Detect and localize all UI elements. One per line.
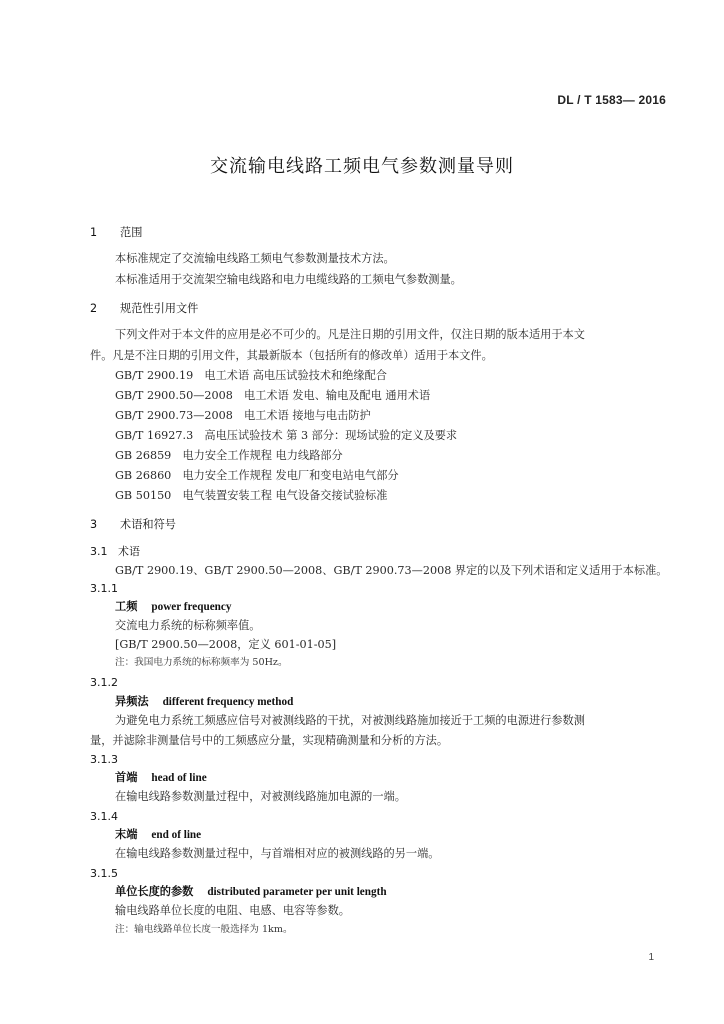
reference-item: GB/T 2900.73—2008 电工术语 接地与电击防护	[115, 409, 371, 422]
term-definition: 量，并滤除非测量信号中的工频感应分量，实现精确测量和分析的方法。	[90, 734, 449, 747]
document-code: DL / T 1583— 2016	[557, 93, 666, 107]
reference-item: GB 26860 电力安全工作规程 发电厂和变电站电气部分	[115, 469, 399, 482]
term-definition: 交流电力系统的标称频率值。	[115, 619, 261, 632]
clause-number: 3.1.1	[90, 582, 118, 595]
section-number: 3	[90, 518, 98, 531]
page-number: 1	[648, 952, 654, 963]
clause-number: 3.1.2	[90, 676, 118, 689]
note: 注：输电线路单位长度一般选择为 1km。	[115, 924, 293, 935]
reference-item: GB/T 16927.3 高电压试验技术 第 3 部分：现场试验的定义及要求	[115, 429, 458, 442]
term-en: power frequency	[151, 601, 232, 613]
clause-number: 3.1.3	[90, 753, 118, 766]
term-zh: 工频	[115, 600, 138, 613]
reference-item: GB 26859 电力安全工作规程 电力线路部分	[115, 449, 343, 462]
section-title: 术语和符号	[120, 518, 176, 531]
term-en: head of line	[151, 772, 207, 784]
paragraph: 件。凡是不注日期的引用文件，其最新版本（包括所有的修改单）适用于本文件。	[90, 349, 493, 362]
section-number: 1	[90, 226, 98, 239]
document-title: 交流输电线路工频电气参数测量导则	[210, 156, 514, 177]
section-2-heading	[90, 302, 198, 316]
term-heading	[115, 885, 387, 899]
term-zh: 单位长度的参数	[115, 885, 194, 898]
term-heading	[115, 828, 201, 842]
term-zh: 末端	[115, 828, 138, 841]
subsection-number: 3.1	[90, 545, 108, 558]
term-en: end of line	[151, 829, 202, 841]
section-title: 规范性引用文件	[120, 302, 199, 315]
subsection-3-1-heading	[90, 545, 140, 559]
reference-item: GB/T 2900.50—2008 电工术语 发电、输电及配电 通用术语	[115, 389, 431, 402]
section-1-heading	[90, 226, 142, 240]
reference-item: GB 50150 电气装置安装工程 电气设备交接试验标准	[115, 489, 388, 502]
term-definition: 在输电线路参数测量过程中，与首端相对应的被测线路的另一端。	[115, 847, 440, 860]
term-heading	[115, 771, 207, 785]
term-zh: 异频法	[115, 695, 149, 708]
clause-number: 3.1.5	[90, 867, 118, 880]
paragraph: 下列文件对于本文件的应用是必不可少的。凡是注日期的引用文件，仅注日期的版本适用于本文	[115, 328, 585, 341]
section-title: 范围	[120, 226, 143, 239]
clause-number: 3.1.4	[90, 810, 118, 823]
term-en: different frequency method	[162, 696, 294, 708]
paragraph: 本标准规定了交流输电线路工频电气参数测量技术方法。	[115, 252, 395, 265]
term-source: [GB/T 2900.50—2008，定义 601-01-05]	[115, 638, 337, 651]
term-heading	[115, 695, 293, 709]
paragraph: 本标准适用于交流架空输电线路和电力电缆线路的工频电气参数测量。	[115, 273, 462, 286]
term-en: distributed parameter per unit length	[207, 886, 387, 898]
section-3-heading	[90, 518, 176, 532]
term-definition: 输电线路单位长度的电阻、电感、电容等参数。	[115, 904, 350, 917]
term-definition: 为避免电力系统工频感应信号对被测线路的干扰，对被测线路施加接近于工频的电源进行参数测	[115, 714, 585, 727]
term-zh: 首端	[115, 771, 138, 784]
term-definition: 在输电线路参数测量过程中，对被测线路施加电源的一端。	[115, 790, 406, 803]
term-heading	[115, 600, 231, 614]
subsection-title: 术语	[118, 545, 140, 558]
reference-item: GB/T 2900.19 电工术语 高电压试验技术和绝缘配合	[115, 369, 387, 382]
paragraph: GB/T 2900.19、GB/T 2900.50—2008、GB/T 2900.73—2008 界定的以及下列术语和定义适用于本标准。	[115, 564, 668, 577]
section-number: 2	[90, 302, 98, 315]
note: 注：我国电力系统的标称频率为 50Hz。	[115, 657, 288, 668]
